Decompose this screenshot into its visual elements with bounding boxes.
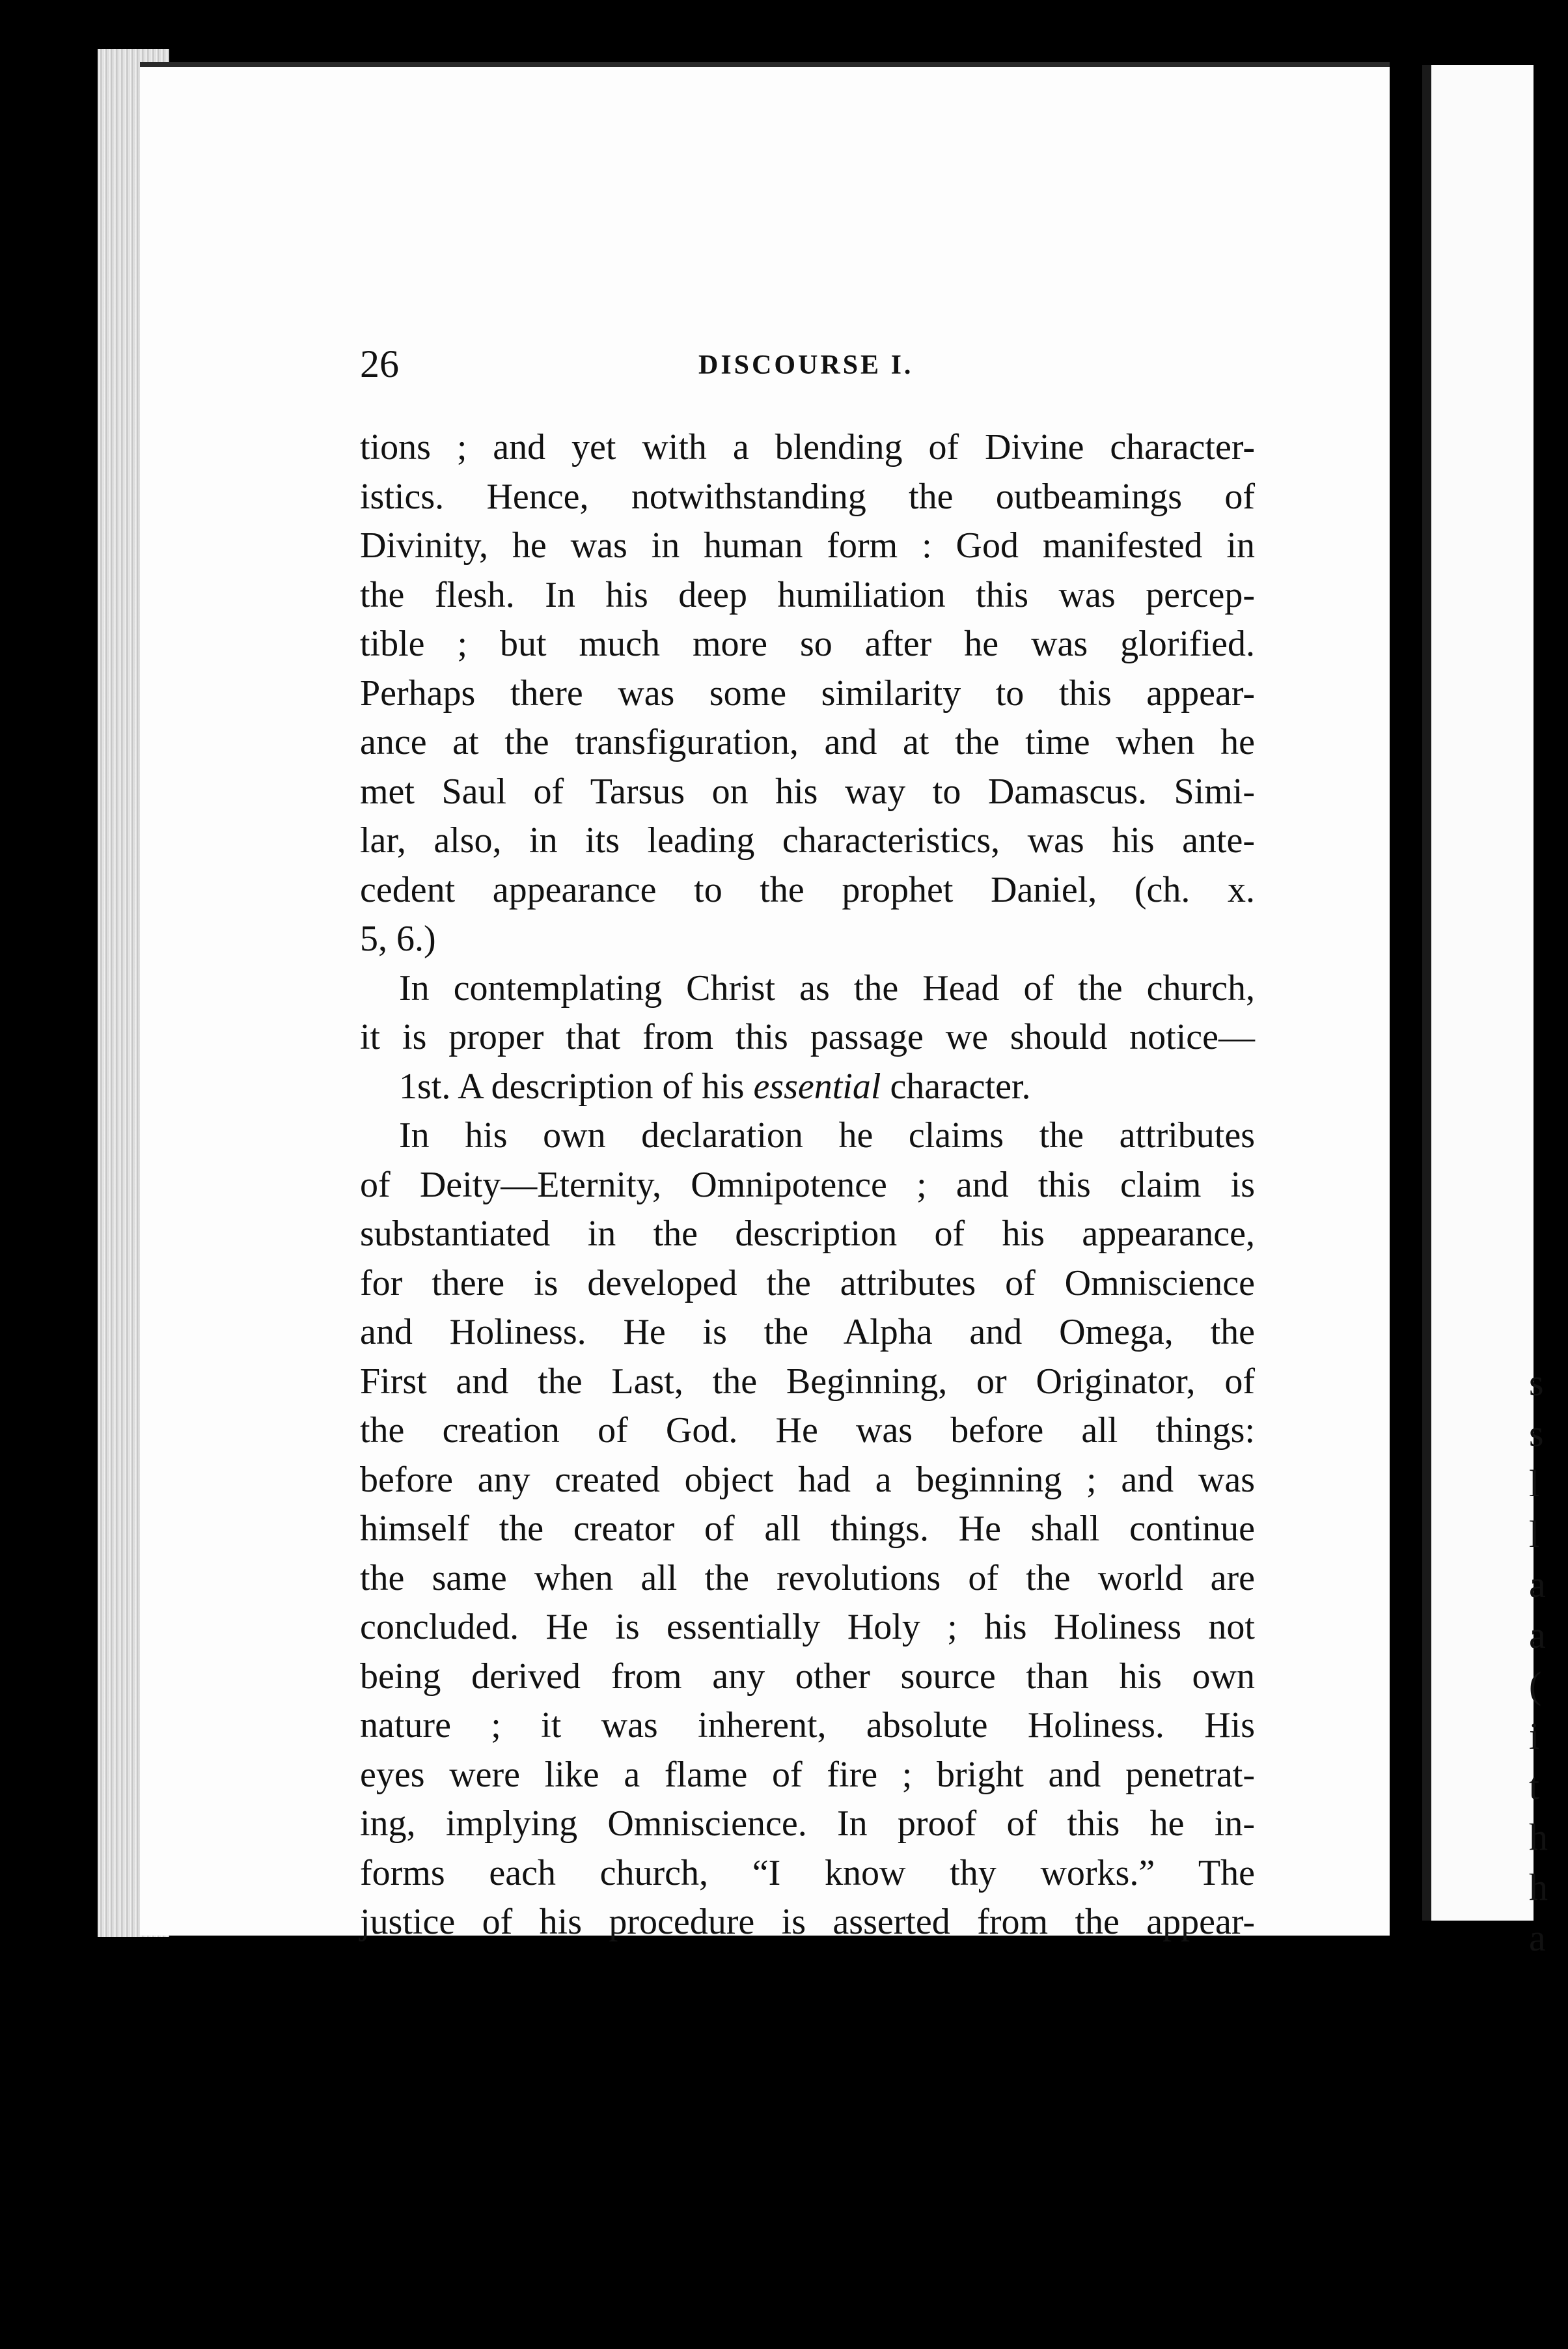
text-line: for there is developed the attributes of Omniscience [360, 1262, 1255, 1303]
scan-background [0, 1943, 1524, 2349]
facing-page-fragment: i [1529, 1715, 1540, 1757]
text-line: it is proper that from this passage we should notice— [360, 1017, 1255, 1057]
text-line: eyes were like a flame of fire ; bright and penetrat- [360, 1754, 1255, 1795]
facing-page-fragment: h [1529, 1816, 1548, 1858]
text-line: Perhaps there was some similarity to this appear- [360, 673, 1255, 714]
section-heading-line [360, 1063, 1255, 1112]
facing-page-fragment: a [1529, 1917, 1546, 1959]
facing-page-fragment: t [1529, 1765, 1540, 1807]
text-line: ance at the transfiguration, and at the time when he [360, 722, 1255, 762]
text-line: 5, 6.) [360, 919, 436, 959]
italic-emphasis: essential [753, 1066, 881, 1107]
text-line: lar, also, in its leading characteristics, was his ante- [360, 820, 1255, 861]
page-number: 26 [360, 342, 399, 385]
facing-page-fragment: a [1529, 1563, 1546, 1605]
text-line: justice of his procedure is asserted from the appear- [360, 1902, 1255, 1942]
text-line: tions ; and yet with a blending of Divine character- [360, 427, 1255, 467]
text-line: and Holiness. He is the Alpha and Omega, the [360, 1312, 1255, 1352]
facing-page-fragment: a [1529, 1614, 1546, 1656]
facing-page-fragment: l [1529, 1462, 1540, 1505]
text-line: the same when all the revolutions of the world are [360, 1557, 1255, 1598]
text-line: concluded. He is essentially Holy ; his Holiness not [360, 1607, 1255, 1647]
section-heading-text: 1st. A description of his [399, 1066, 745, 1107]
facing-page-fragment: l [1529, 1513, 1540, 1555]
paragraph-first-line: In his own declaration he claims the attributes [399, 1115, 1255, 1156]
section-heading-text-end: character. [890, 1066, 1031, 1107]
paragraph-first-line: In contemplating Christ as the Head of the church, [399, 967, 1255, 1008]
text-line: the flesh. In his deep humiliation this was percep- [360, 574, 1255, 615]
text-line: met Saul of Tarsus on his way to Damascus. Simi- [360, 771, 1255, 812]
text-line: the creation of God. He was before all things: [360, 1410, 1255, 1451]
text-line: cedent appearance to the prophet Daniel, (ch. x. [360, 869, 1255, 910]
text-line: forms each church, “I know thy works.” The [360, 1852, 1255, 1893]
facing-page-edge [1422, 65, 1548, 1959]
facing-page-fragment: h [1529, 1866, 1548, 1908]
text-line: nature ; it was inherent, absolute Holiness. His [360, 1705, 1255, 1745]
text-line: himself the creator of all things. He shall continue [360, 1508, 1255, 1549]
text-line: istics. Hence, notwithstanding the outbeamings of [360, 476, 1255, 517]
text-line: First and the Last, the Beginning, or Originator, of [360, 1361, 1255, 1402]
facing-page-fragment: s [1529, 1361, 1544, 1404]
text-line: tible ; but much more so after he was glorified. [360, 624, 1255, 664]
text-line: of Deity—Eternity, Omnipotence ; and this claim is [360, 1164, 1255, 1205]
running-head [360, 342, 1255, 391]
text-line: being derived from any other source than his own [360, 1656, 1255, 1697]
body-text [360, 423, 1255, 1996]
facing-page-fragment: ( [1529, 1664, 1542, 1706]
text-line: substantiated in the description of his appearance, [360, 1214, 1255, 1254]
text-line: before any created object had a beginning ; and was [360, 1459, 1255, 1500]
running-title: DISCOURSE I. [698, 350, 914, 380]
text-line: Divinity, he was in human form : God manifested in [360, 525, 1255, 566]
text-line: ing, implying Omniscience. In proof of this he in- [360, 1803, 1255, 1844]
facing-page-fragment: s [1529, 1412, 1544, 1454]
